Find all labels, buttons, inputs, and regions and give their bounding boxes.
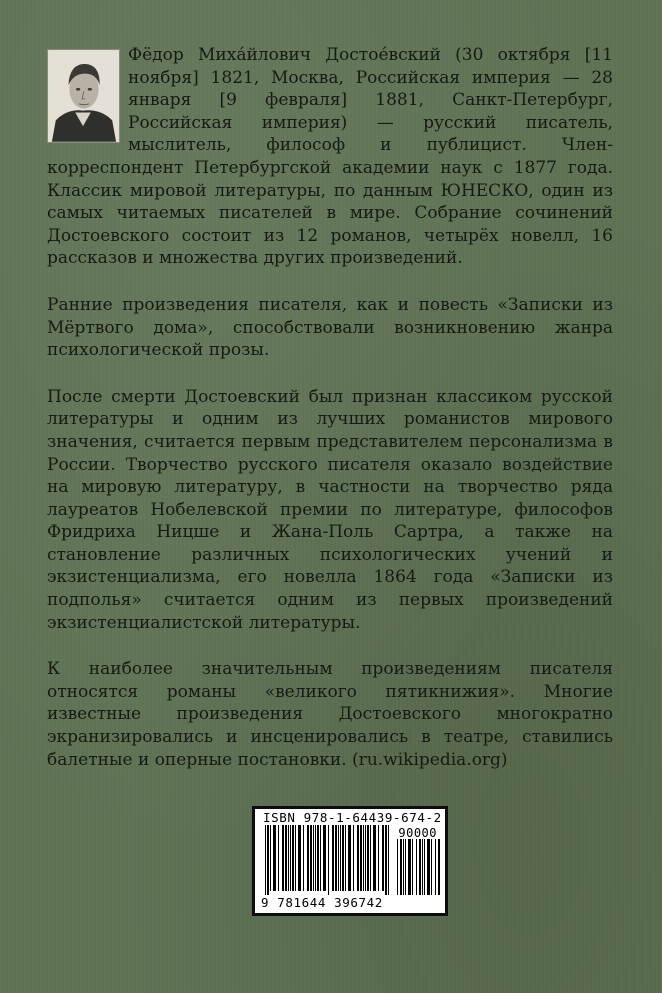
addon-bar — [435, 839, 436, 895]
barcode-bar — [278, 825, 279, 891]
isbn-label: ISBN 978-1-64439-674-2 — [263, 810, 442, 825]
paragraph-1 — [47, 44, 613, 270]
addon-bar — [416, 839, 417, 895]
addon-code: 90000 — [398, 826, 437, 840]
barcode-bar — [298, 825, 301, 891]
barcode-bar — [353, 825, 354, 891]
barcode-bar — [373, 825, 376, 891]
barcode-bar — [285, 825, 287, 891]
description-text — [47, 44, 613, 795]
barcode-bar — [367, 825, 369, 891]
barcode-bar — [342, 825, 344, 891]
paragraph-4: К наиболее значительным произведениям писателя относятся романы «великого пятикнижия». Многие известные произведения Достоевского многократно экранизировались и инсценировались в театре, ставились балетные и оперные постановки. (ru.wikipedia.org) — [47, 659, 613, 770]
addon-bar — [427, 839, 430, 895]
addon-bar — [405, 839, 406, 895]
barcode-bar — [335, 825, 337, 891]
addon-bar — [408, 839, 411, 895]
barcode-bar — [385, 825, 387, 895]
addon-bar — [403, 839, 404, 895]
barcode-bar — [323, 825, 326, 891]
barcode-bar — [290, 825, 291, 891]
addon-bar — [422, 839, 423, 895]
barcode-bar — [332, 825, 334, 891]
barcode-bar — [357, 825, 359, 891]
ean-number: 9 781644 396742 — [261, 895, 383, 910]
addon-bar — [431, 839, 432, 895]
barcode-bar — [360, 825, 362, 891]
barcode-bar — [348, 825, 351, 891]
addon-bar — [400, 839, 402, 895]
barcode-bar — [388, 825, 389, 895]
barcode-bar — [370, 825, 371, 891]
author-portrait-icon — [47, 49, 120, 143]
barcode-bar — [295, 825, 296, 891]
barcode-bar — [320, 825, 321, 891]
barcode-bar — [378, 825, 379, 891]
barcode-bar — [363, 825, 364, 891]
barcode-bar — [345, 825, 346, 891]
barcode-bar — [303, 825, 304, 891]
barcode-bar — [310, 825, 312, 891]
barcode-bar — [313, 825, 314, 891]
barcode-bar — [273, 825, 276, 891]
barcode-bar — [265, 825, 266, 895]
addon-bar — [412, 839, 413, 895]
paragraph-2: Ранние произведения писателя, как и повесть «Записки из Мёртвого дома», способствовали возникновению жанра психологической прозы. — [47, 294, 613, 361]
paragraph-3: После смерти Достоевский был признан классиком русской литературы и одним из лучших романистов мирового значения, считается первым представителем персонализма в России. Творчество русского писателя оказало воздействие на мировую литературу, в частности на творчество ряда лауреатов Нобелевской премии по литературе, философов Фридриха Ницше и Жана-Поль Сартра, а также на становление различных психологических учений и экзистенциализма, его новелла 1864 года «Записки из подполья» считается одним из первых произведений экзистенциалистской литературы. — [47, 386, 613, 633]
barcode-bar — [317, 825, 319, 891]
barcode-bar — [282, 825, 284, 891]
barcode-bar — [340, 825, 341, 891]
isbn-barcode — [252, 806, 448, 916]
barcode-bar — [292, 825, 294, 891]
barcode-bar — [382, 825, 384, 891]
addon-bar — [397, 839, 398, 895]
barcode-bar — [288, 825, 289, 891]
barcode-bar — [315, 825, 316, 891]
barcode-bar — [267, 825, 269, 895]
addon-bar — [424, 839, 425, 895]
addon-bar — [419, 839, 421, 895]
barcode-bar — [365, 825, 366, 891]
barcode-bar — [270, 825, 271, 891]
barcode-bar — [338, 825, 339, 891]
paragraph-1-text: Фёдор Миха́йлович Достое́вский (30 октября [11 ноября] 1821, Москва, Российская империя — 28 января [9 февраля] 1881, Санкт-Петербург, Российская империя) — русский писатель, мыслитель, философ и публицист. Член-корреспондент Петербургской академии наук с 1877 года. Классик мировой литературы, по данным ЮНЕСКО, один из самых читаемых писателей в мире. Собрание сочинений Достоевского состоит из 12 романов, четырёх новелл, 16 рассказов и множества других произведений. — [47, 45, 613, 269]
addon-bar — [438, 839, 440, 895]
barcode-bar — [328, 825, 329, 895]
barcode-bar — [307, 825, 309, 891]
